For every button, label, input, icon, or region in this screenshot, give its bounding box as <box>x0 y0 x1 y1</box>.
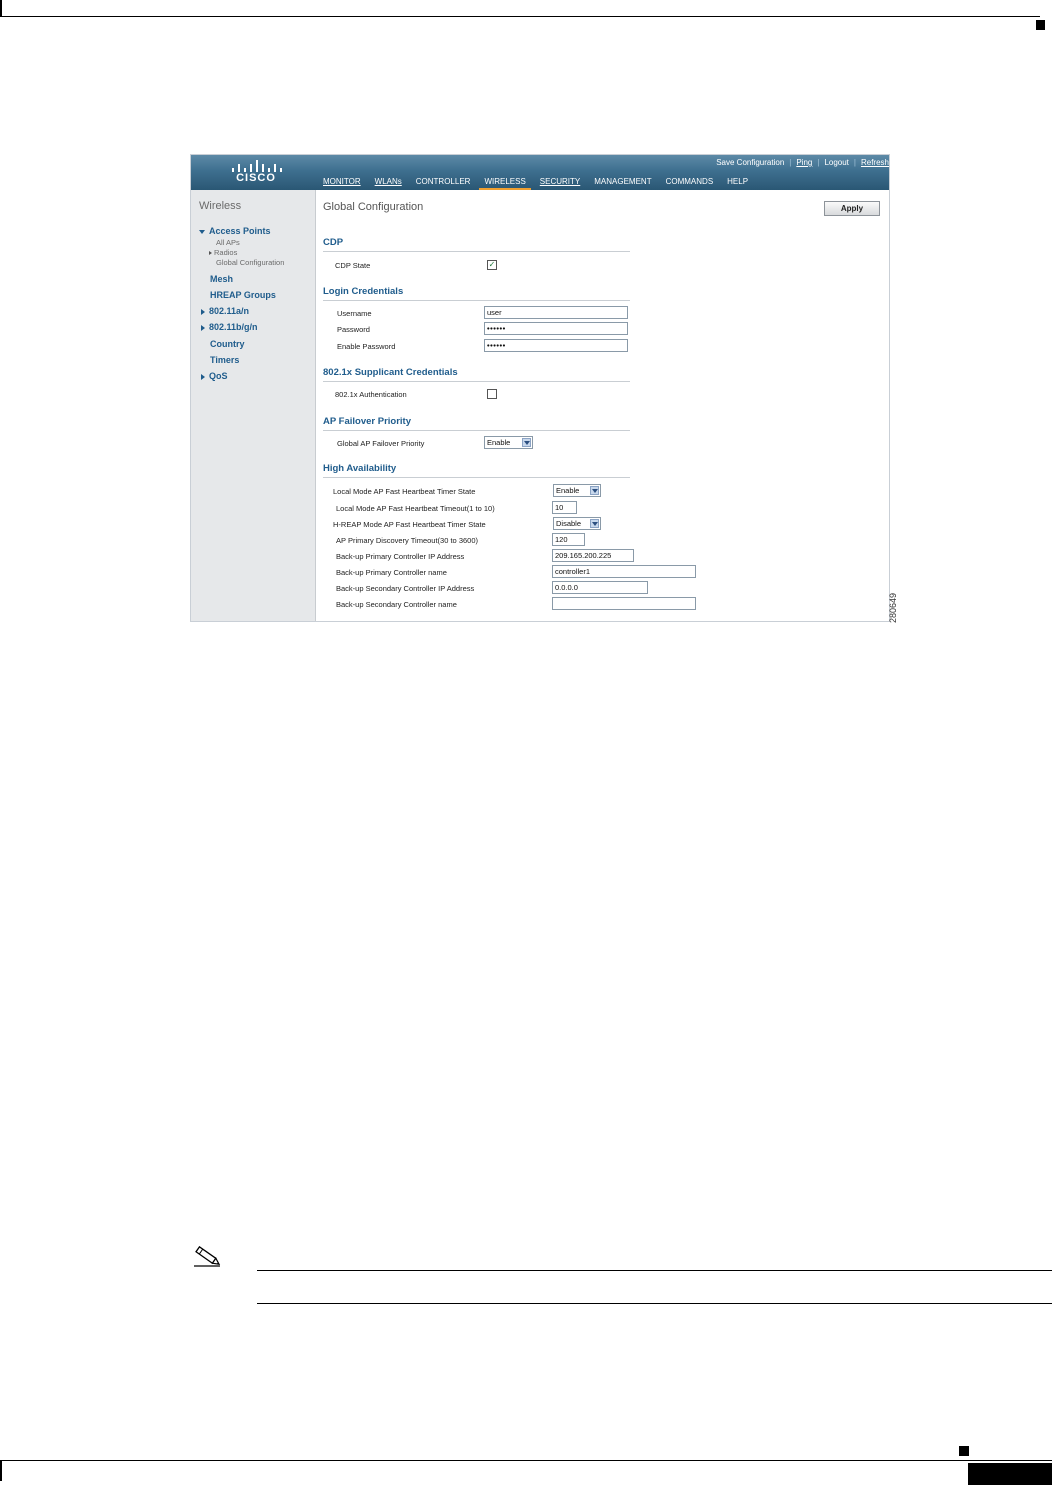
chevron-down-icon <box>590 519 599 528</box>
local-heartbeat-state-select[interactable]: Enable <box>553 484 601 497</box>
chevron-down-icon <box>522 438 531 447</box>
refresh-link[interactable]: Refresh <box>860 158 889 167</box>
nav-wireless[interactable]: WIRELESS <box>484 177 526 186</box>
top-banner <box>191 155 889 190</box>
sidebar-subitem-all-aps[interactable]: All APs <box>216 238 240 247</box>
backup-secondary-ip-label: Back-up Secondary Controller IP Address <box>336 584 475 593</box>
figure-number: 280649 <box>888 592 898 623</box>
backup-secondary-name-label: Back-up Secondary Controller name <box>336 600 457 609</box>
sidebar <box>191 190 316 621</box>
section-divider <box>323 251 630 252</box>
page-number-tab <box>968 1463 1052 1485</box>
nav-controller[interactable]: CONTROLLER <box>415 177 471 186</box>
backup-primary-name-label: Back-up Primary Controller name <box>336 568 447 577</box>
note-top-rule <box>257 1270 1052 1271</box>
sidebar-item-80211bgn[interactable]: 802.11b/g/n <box>201 322 258 332</box>
page-corner-mark <box>0 1461 2 1481</box>
global-failover-priority-select[interactable]: Enable <box>484 436 533 449</box>
section-8021x-supplicant: 802.1x Supplicant Credentials <box>323 367 458 378</box>
section-high-availability: High Availability <box>323 463 397 474</box>
note-bottom-rule <box>257 1303 1052 1304</box>
nav-monitor[interactable]: MONITOR <box>323 177 361 186</box>
sidebar-subitem-global-configuration[interactable]: Global Configuration <box>216 258 285 267</box>
controller-gui-screenshot <box>190 154 890 622</box>
section-ap-failover-priority: AP Failover Priority <box>323 416 411 427</box>
main-nav <box>323 177 762 186</box>
collapsed-arrow-icon <box>201 325 205 331</box>
nav-help[interactable]: HELP <box>727 177 749 186</box>
page-header-marker <box>1036 20 1045 30</box>
logout-link[interactable]: Logout <box>824 158 849 167</box>
local-heartbeat-state-label: Local Mode AP Fast Heartbeat Timer State <box>333 487 476 496</box>
collapsed-arrow-icon <box>201 309 205 315</box>
section-divider <box>323 430 630 431</box>
local-heartbeat-timeout-input[interactable]: 10 <box>552 501 577 514</box>
password-label: Password <box>337 325 370 334</box>
cdp-state-label: CDP State <box>335 261 371 270</box>
main-content <box>316 190 889 621</box>
username-label: Username <box>337 309 372 318</box>
backup-primary-ip-input[interactable]: 209.165.200.225 <box>552 549 634 562</box>
username-input[interactable]: user <box>484 306 628 319</box>
nav-security[interactable]: SECURITY <box>539 177 581 186</box>
sidebar-item-timers[interactable]: Timers <box>210 355 240 365</box>
enable-password-input[interactable]: •••••• <box>484 339 628 352</box>
page-footer-marker <box>959 1446 969 1456</box>
primary-discovery-timeout-input[interactable]: 120 <box>552 533 585 546</box>
page-corner-mark <box>0 0 2 16</box>
section-divider <box>323 381 630 382</box>
page-title: Global Configuration <box>323 201 424 213</box>
sidebar-item-hreap-groups[interactable]: HREAP Groups <box>210 290 276 300</box>
cdp-state-checkbox[interactable]: ✓ <box>488 260 496 269</box>
section-divider <box>323 300 630 301</box>
sidebar-item-qos[interactable]: QoS <box>201 371 228 381</box>
section-login-credentials: Login Credentials <box>323 286 404 297</box>
utility-links: Save Configuration | Ping | Logout | Refresh <box>716 158 889 167</box>
backup-primary-name-input[interactable]: controller1 <box>552 565 696 578</box>
8021x-authentication-checkbox[interactable] <box>487 389 497 399</box>
sidebar-item-80211an[interactable]: 802.11a/n <box>201 306 249 316</box>
ping-link[interactable]: Ping <box>796 158 813 167</box>
sidebar-item-mesh[interactable]: Mesh <box>210 274 234 284</box>
cisco-wordmark: CISCO <box>236 172 276 184</box>
sidebar-subitem-radios[interactable]: Radios <box>209 248 237 257</box>
backup-secondary-ip-input[interactable]: 0.0.0.0 <box>552 581 648 594</box>
save-configuration-link[interactable]: Save Configuration <box>716 158 785 167</box>
sidebar-item-country[interactable]: Country <box>210 339 245 349</box>
apply-button[interactable]: Apply <box>824 201 880 216</box>
collapsed-arrow-icon <box>201 374 205 380</box>
cisco-bars-icon <box>226 159 286 172</box>
backup-secondary-name-input[interactable] <box>552 597 696 610</box>
nav-commands[interactable]: COMMANDS <box>665 177 714 186</box>
nav-wlans[interactable]: WLANs <box>374 177 402 186</box>
sidebar-title: Wireless <box>199 200 242 212</box>
cisco-logo <box>226 159 286 187</box>
collapsed-arrow-icon <box>209 251 212 255</box>
note-pencil-icon <box>192 1246 222 1268</box>
page-footer-rule <box>0 1460 1052 1461</box>
enable-password-label: Enable Password <box>337 342 396 351</box>
hreap-heartbeat-state-label: H-REAP Mode AP Fast Heartbeat Timer State <box>333 520 486 529</box>
hreap-heartbeat-state-select[interactable]: Disable <box>553 517 601 530</box>
nav-management[interactable]: MANAGEMENT <box>594 177 652 186</box>
sidebar-item-access-points[interactable]: Access Points <box>199 226 271 236</box>
section-divider <box>323 477 630 478</box>
8021x-authentication-label: 802.1x Authentication <box>335 390 407 399</box>
chevron-down-icon <box>590 486 599 495</box>
page-header-rule <box>0 16 1040 17</box>
local-heartbeat-timeout-label: Local Mode AP Fast Heartbeat Timeout(1 to 10) <box>336 504 495 513</box>
section-cdp: CDP <box>323 237 344 248</box>
primary-discovery-timeout-label: AP Primary Discovery Timeout(30 to 3600) <box>336 536 478 545</box>
expanded-arrow-icon <box>199 230 205 234</box>
password-input[interactable]: •••••• <box>484 322 628 335</box>
backup-primary-ip-label: Back-up Primary Controller IP Address <box>336 552 465 561</box>
global-failover-priority-label: Global AP Failover Priority <box>337 439 425 448</box>
